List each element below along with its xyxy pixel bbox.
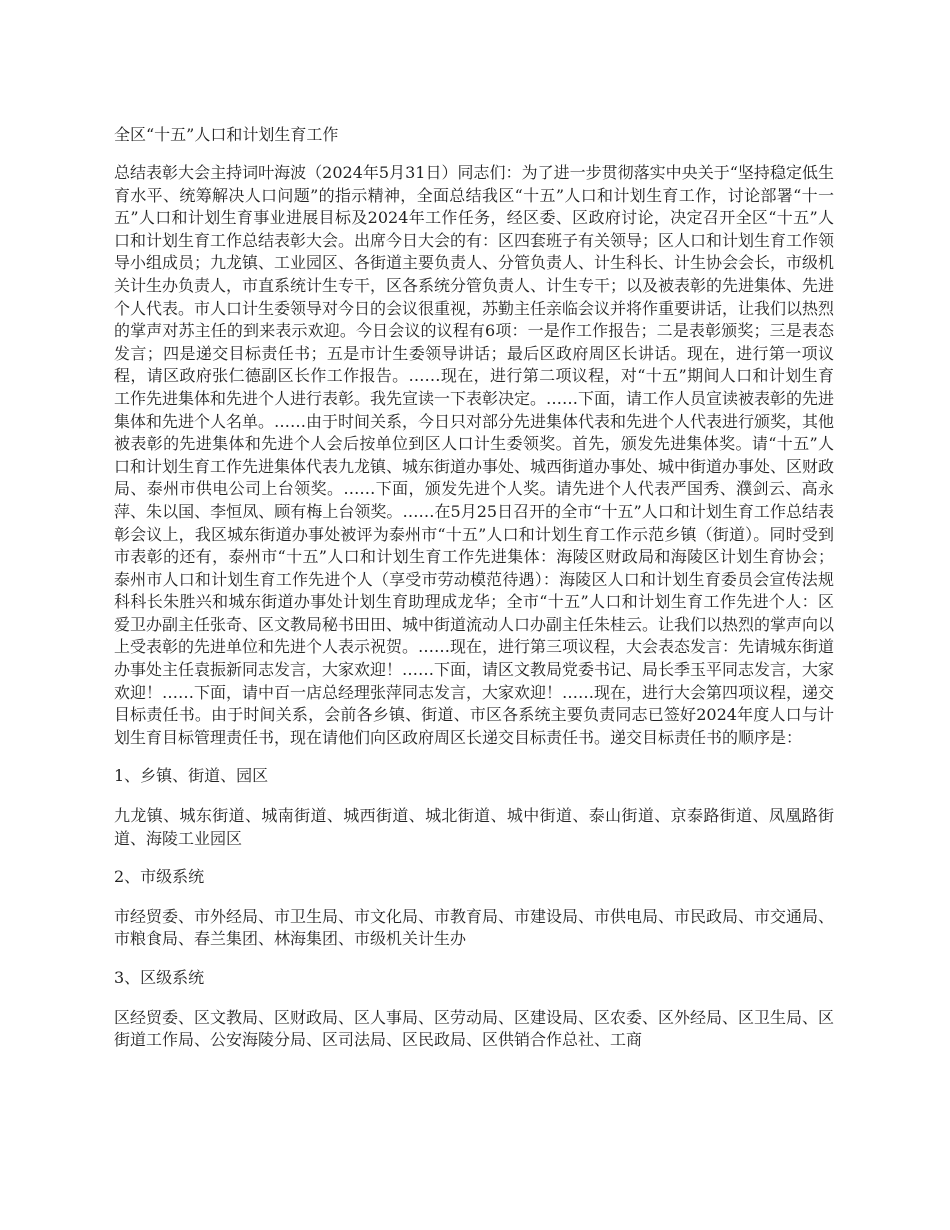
section-heading: 3、区级系统 <box>114 968 205 987</box>
document-page <box>114 124 834 1068</box>
list-paragraph: 市经贸委、市外经局、市卫生局、市文化局、市教育局、市建设局、市供电局、市民政局、市交通局、市粮食局、春兰集团、林海集团、市级机关计生办 <box>114 906 835 949</box>
body-paragraph: 总结表彰大会主持词叶海波（2024年5月31日）同志们：为了进一步贯彻落实中央关于“坚持稳定低生育水平、统筹解决人口问题”的指示精神，全面总结我区“十五”人口和计划生育工作，讨论部署“十一五”人口和计划生育事业进展目标及2024年工作任务，经区委、区政府讨论，决定召开全区“十五”人口和计划生育工作总结表彰大会。出席今日大会的有：区四套班子有关领导；区人口和计划生育工作领导小组成员；九龙镇、工业园区、各街道主要负责人、分管负责人、计生科长、计生协会会长，市级机关计生办负责人，市直系统计生专干，区各系统分管负责人、计生专干；以及被表彰的先进集体、先进个人代表。市人口计生委领导对今日的会议很重视，苏勤主任亲临会议并将作重要讲话，让我们以热烈的掌声对苏主任的到来表示欢迎。今日会议的议程有6项：一是作工作报告；二是表彰颁奖；三是表态发言；四是递交目标责任书；五是市计生委领导讲话；最后区政府周区长讲话。现在，进行第一项议程，请区政府张仁德副区长作工作报告。……现在，进行第二项议程，对“十五”期间人口和计划生育工作先进集体和先进个人进行表彰。我先宣读一下表彰决定。……下面，请工作人员宣读被表彰的先进集体和先进个人名单。……由于时间关系，今日只对部分先进集体代表和先进个人代表进行颁奖，其他被表彰的先进集体和先进个人会后按单位到区人口计生委领奖。首先，颁发先进集体奖。请“十五”人口和计划生育工作先进集体代表九龙镇、城东街道办事处、城西街道办事处、城中街道办事处、区财政局、泰州市供电公司上台领奖。……下面，颁发先进个人奖。请先进个人代表严国秀、濮剑云、高永萍、朱以国、李恒凤、顾有梅上台领奖。……在5月25日召开的全市“十五”人口和计划生育工作总结表彰会议上，我区城东街道办事处被评为泰州市“十五”人口和计划生育工作示范乡镇（街道）。同时受到市表彰的还有，泰州市“十五”人口和计划生育工作先进集体：海陵区财政局和海陵区计划生育协会；泰州市人口和计划生育工作先进个人（享受市劳动模范待遇）：海陵区人口和计划生育委员会宣传法规科科长朱胜兴和城东街道办事处计划生育助理成龙华；全市“十五”人口和计划生育工作先进个人：区爱卫办副主任张奇、区文教局秘书田田、城中街道流动人口办副主任朱桂云。让我们以热烈的掌声向以上受表彰的先进单位和先进个人表示祝贺。……现在，进行第三项议程，大会表态发言：先请城东街道办事处主任袁振新同志发言，大家欢迎！……下面，请区文教局党委书记、局长季玉平同志发言，大家欢迎！……下面，请中百一店总经理张萍同志发言，大家欢迎！……现在，进行大会第四项议程，递交目标责任书。由于时间关系，会前各乡镇、街道、市区各系统主要负责同志已签好2024年度人口与计划生育目标管理责任书，现在请他们向区政府周区长递交目标责任书。递交目标责任书的顺序是： <box>114 163 835 747</box>
section-heading: 1、乡镇、街道、园区 <box>114 766 269 786</box>
list-paragraph: 区经贸委、区文教局、区财政局、区人事局、区劳动局、区建设局、区农委、区外经局、区卫生局、区街道工作局、公安海陵分局、区司法局、区民政局、区供销合作总社、工商 <box>114 1007 835 1050</box>
list-paragraph: 九龙镇、城东街道、城南街道、城西街道、城北街道、城中街道、泰山街道、京泰路街道、凤凰路街道、海陵工业园区 <box>114 806 834 848</box>
document-title: 全区“十五”人口和计划生育工作 <box>114 125 339 144</box>
section-heading: 2、市级系统 <box>114 867 205 887</box>
